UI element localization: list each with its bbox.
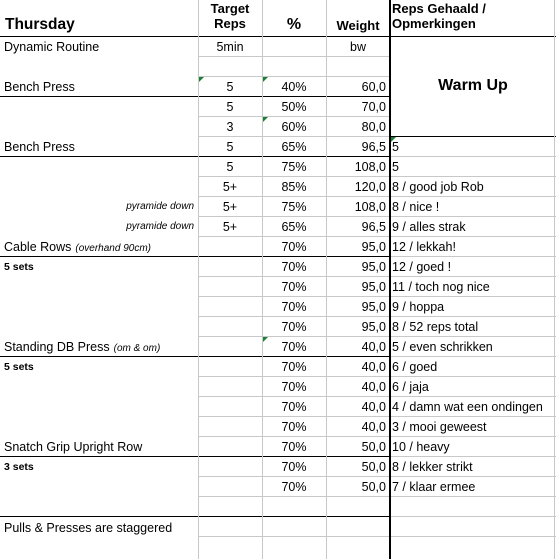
reps-done-cell[interactable]: 5 / even schrikken <box>392 340 493 354</box>
weight-cell[interactable]: 50,0 <box>361 440 386 454</box>
weight-cell[interactable]: 60,0 <box>361 80 386 94</box>
percent-cell[interactable]: 70% <box>281 420 307 434</box>
percent-cell[interactable]: 70% <box>281 480 307 494</box>
reps-done-cell[interactable]: 5 <box>392 140 399 154</box>
grid-line <box>198 316 390 317</box>
weight-cell[interactable]: 40,0 <box>361 360 386 374</box>
weight-header[interactable]: Weight <box>336 18 380 33</box>
grid-line <box>198 416 390 417</box>
weight-cell[interactable]: 95,0 <box>361 240 386 254</box>
reps-done-cell[interactable]: 7 / klaar ermee <box>392 480 476 494</box>
grid-line <box>390 416 556 417</box>
weight-cell[interactable]: 95,0 <box>361 300 386 314</box>
reps-done-cell[interactable]: 10 / heavy <box>392 440 450 454</box>
reps-done-cell[interactable]: 12 / goed ! <box>392 260 452 274</box>
percent-cell[interactable]: 60% <box>281 120 307 134</box>
reps-done-cell[interactable]: 4 / damn wat een ondingen <box>392 400 543 414</box>
border-line <box>0 96 390 97</box>
reps-done-cell[interactable]: 8 / lekker strikt <box>392 460 473 474</box>
reps-done-cell[interactable]: 3 / mooi geweest <box>392 420 487 434</box>
target-reps-header[interactable] <box>198 1 262 31</box>
grid-line <box>390 256 556 257</box>
percent-cell[interactable]: 70% <box>281 300 307 314</box>
grid-line <box>390 296 556 297</box>
exercise-name: Cable Rows <box>4 240 72 254</box>
weight-cell[interactable]: 95,0 <box>361 260 386 274</box>
weight-cell[interactable]: 40,0 <box>361 420 386 434</box>
grid-line <box>198 376 390 377</box>
reps-done-cell[interactable]: 6 / goed <box>392 360 438 374</box>
grid-line <box>198 196 390 197</box>
grid-line <box>262 0 263 559</box>
percent-header[interactable]: % <box>286 16 302 33</box>
percent-cell[interactable]: 70% <box>281 360 307 374</box>
grid-line <box>198 216 390 217</box>
weight-cell[interactable]: 50,0 <box>361 480 386 494</box>
target-reps-header-line2: Reps <box>214 16 246 31</box>
weight-cell[interactable]: bw <box>350 40 366 54</box>
comment-marker-icon <box>263 337 268 342</box>
reps-done-cell[interactable]: 9 / alles strak <box>392 220 466 234</box>
percent-cell[interactable]: 70% <box>281 440 307 454</box>
border-line <box>0 156 390 157</box>
reps-done-cell[interactable]: 8 / 52 reps total <box>392 320 479 334</box>
target-reps-cell[interactable]: 5 <box>226 100 234 114</box>
target-reps-cell[interactable]: 5min <box>216 40 244 54</box>
grid-line <box>198 176 390 177</box>
exercise-name[interactable]: Snatch Grip Upright Row <box>4 440 143 454</box>
grid-line <box>198 276 390 277</box>
target-reps-cell[interactable]: 5+ <box>222 200 238 214</box>
reps-done-cell[interactable]: 8 / nice ! <box>392 200 440 214</box>
grid-line <box>390 476 556 477</box>
grid-line <box>390 276 556 277</box>
comment-marker-icon <box>263 77 268 82</box>
percent-cell[interactable]: 75% <box>281 200 307 214</box>
grid-line <box>198 496 390 497</box>
weight-cell[interactable]: 108,0 <box>354 160 386 174</box>
exercise-name[interactable]: Bench Press <box>4 140 75 154</box>
grid-line <box>390 396 556 397</box>
grid-line <box>198 476 390 477</box>
weight-cell[interactable]: 40,0 <box>361 380 386 394</box>
percent-cell[interactable]: 75% <box>281 160 307 174</box>
border-line <box>0 356 390 357</box>
border-line <box>390 36 556 37</box>
border-line <box>0 256 390 257</box>
reps-done-cell[interactable]: 9 / hoppa <box>392 300 445 314</box>
pyramide-note[interactable]: pyramide down <box>126 201 194 212</box>
border-line <box>389 0 391 559</box>
exercise-detail: (overhand 90cm) <box>75 243 151 254</box>
percent-cell[interactable]: 70% <box>281 400 307 414</box>
grid-line <box>390 236 556 237</box>
reps-done-cell[interactable]: 12 / lekkah! <box>392 240 456 254</box>
grid-line <box>390 496 556 497</box>
weight-cell[interactable]: 108,0 <box>354 200 386 214</box>
weight-cell[interactable]: 70,0 <box>361 100 386 114</box>
grid-line <box>198 136 390 137</box>
percent-cell[interactable]: 70% <box>281 240 307 254</box>
percent-cell[interactable]: 65% <box>281 140 307 154</box>
pyramide-note[interactable]: pyramide down <box>126 221 194 232</box>
grid-line <box>554 0 555 559</box>
target-reps-cell[interactable]: 5+ <box>222 220 238 234</box>
grid-line <box>198 56 390 57</box>
exercise-name[interactable]: Dynamic Routine <box>4 40 100 54</box>
target-reps-cell[interactable]: 5 <box>226 80 234 94</box>
sets-label[interactable]: 5 sets <box>4 261 34 273</box>
reps-done-header-line2: Opmerkingen <box>392 16 476 31</box>
sets-label[interactable]: 5 sets <box>4 361 34 373</box>
percent-cell[interactable]: 70% <box>281 340 307 354</box>
grid-line <box>390 376 556 377</box>
reps-done-header-line1: Reps Gehaald / <box>392 1 486 16</box>
grid-line <box>390 436 556 437</box>
grid-line <box>390 516 556 517</box>
border-line <box>390 136 556 137</box>
target-reps-cell[interactable]: 5+ <box>222 180 238 194</box>
reps-done-cell[interactable]: 5 <box>392 160 399 174</box>
grid-line <box>198 0 199 559</box>
reps-done-cell[interactable]: 11 / toch nog nice <box>392 280 490 294</box>
grid-line <box>198 116 390 117</box>
grid-line <box>390 316 556 317</box>
border-line <box>0 516 390 517</box>
weight-cell[interactable]: 120,0 <box>354 180 386 194</box>
target-reps-cell[interactable]: 5 <box>226 160 234 174</box>
footer-note[interactable]: Pulls & Presses are staggered <box>4 521 173 535</box>
reps-done-header[interactable] <box>392 1 486 31</box>
warm-up-label[interactable]: Warm Up <box>438 77 508 94</box>
target-reps-header-line1: Target <box>210 1 250 16</box>
percent-cell[interactable]: 70% <box>281 280 307 294</box>
target-reps-cell[interactable]: 3 <box>226 120 234 134</box>
grid-line <box>198 296 390 297</box>
percent-cell[interactable]: 50% <box>281 100 307 114</box>
border-line <box>0 456 390 457</box>
percent-cell[interactable]: 70% <box>281 320 307 334</box>
weight-cell[interactable]: 96,5 <box>361 220 386 234</box>
grid-line <box>198 336 390 337</box>
comment-marker-icon <box>199 77 204 82</box>
grid-line <box>326 0 327 559</box>
sets-label[interactable]: 3 sets <box>4 461 34 473</box>
day-header[interactable]: Thursday <box>5 16 75 33</box>
weight-cell[interactable]: 40,0 <box>361 340 386 354</box>
percent-cell[interactable]: 70% <box>281 380 307 394</box>
reps-done-cell[interactable]: 6 / jaja <box>392 380 429 394</box>
exercise-name[interactable]: Bench Press <box>4 80 75 94</box>
grid-line <box>198 76 390 77</box>
weight-cell[interactable]: 95,0 <box>361 320 386 334</box>
percent-cell[interactable]: 65% <box>281 220 307 234</box>
grid-line <box>390 216 556 217</box>
weight-cell[interactable]: 95,0 <box>361 280 386 294</box>
grid-line <box>198 236 390 237</box>
grid-line <box>390 456 556 457</box>
grid-line <box>390 156 556 157</box>
grid-line <box>198 536 390 537</box>
grid-line <box>198 396 390 397</box>
percent-cell[interactable]: 70% <box>281 260 307 274</box>
grid-line <box>390 176 556 177</box>
weight-cell[interactable]: 40,0 <box>361 400 386 414</box>
weight-cell[interactable]: 80,0 <box>361 120 386 134</box>
percent-cell[interactable]: 70% <box>281 460 307 474</box>
grid-line <box>390 536 556 537</box>
exercise-detail: (om & om) <box>113 343 161 354</box>
grid-line <box>390 196 556 197</box>
grid-line <box>198 436 390 437</box>
reps-done-cell[interactable]: 8 / good job Rob <box>392 180 484 194</box>
percent-cell[interactable]: 85% <box>281 180 307 194</box>
comment-marker-icon <box>391 137 396 142</box>
target-reps-cell[interactable]: 5 <box>226 140 234 154</box>
comment-marker-icon <box>263 117 268 122</box>
border-line <box>0 36 390 37</box>
percent-cell[interactable]: 40% <box>281 80 307 94</box>
exercise-name: Standing DB Press <box>4 340 110 354</box>
weight-cell[interactable]: 96,5 <box>361 140 386 154</box>
grid-line <box>390 336 556 337</box>
grid-line <box>390 356 556 357</box>
weight-cell[interactable]: 50,0 <box>361 460 386 474</box>
